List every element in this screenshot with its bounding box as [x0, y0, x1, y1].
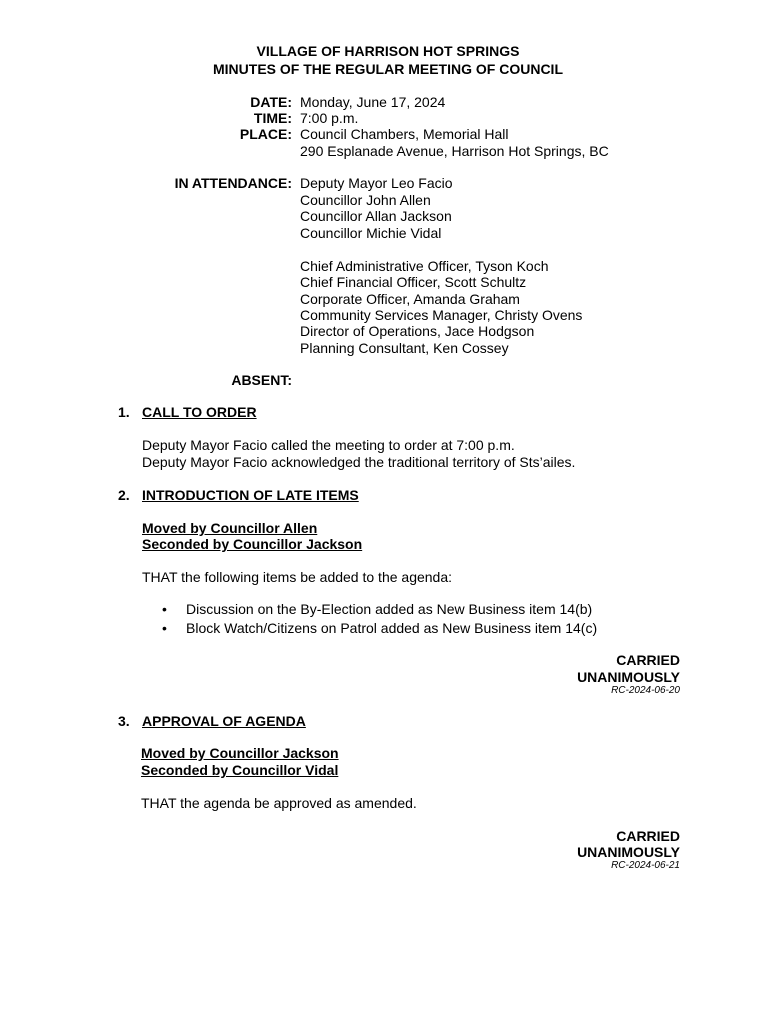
- section-title-late-items: INTRODUCTION OF LATE ITEMS: [142, 487, 359, 503]
- attendee: Councillor Michie Vidal: [300, 225, 442, 241]
- section-title-approval-of-agenda: APPROVAL OF AGENDA: [142, 713, 306, 729]
- motion-text: THAT the following items be added to the agenda:: [142, 569, 453, 585]
- staff-attendee: Chief Financial Officer, Scott Schultz: [300, 274, 527, 290]
- motion-result: CARRIED: [616, 828, 680, 844]
- attendee: Councillor John Allen: [300, 192, 431, 208]
- minutes-text: Deputy Mayor Facio called the meeting to order at 7:00 p.m.: [142, 437, 515, 453]
- motion-result-detail: UNANIMOUSLY: [577, 669, 680, 685]
- motion-result-detail: UNANIMOUSLY: [577, 844, 680, 860]
- attendance-label: IN ATTENDANCE:: [174, 175, 292, 191]
- document-subtitle: MINUTES OF THE REGULAR MEETING OF COUNCIL: [213, 61, 563, 77]
- motion-text: THAT the agenda be approved as amended.: [141, 795, 417, 811]
- place-value-line2: 290 Esplanade Avenue, Harrison Hot Springs, BC: [300, 143, 609, 159]
- section-number: 3.: [118, 713, 130, 729]
- motion-result: CARRIED: [616, 652, 680, 668]
- bullet-icon: •: [162, 620, 167, 636]
- seconded-by: Seconded by Councillor Vidal: [141, 762, 339, 778]
- place-label: PLACE:: [239, 126, 292, 142]
- section-number: 2.: [118, 487, 130, 503]
- resolution-number: RC-2024-06-21: [611, 860, 680, 871]
- moved-by: Moved by Councillor Allen: [142, 520, 318, 536]
- absent-label: ABSENT:: [231, 372, 292, 388]
- attendee: Deputy Mayor Leo Facio: [300, 175, 453, 191]
- section-number: 1.: [118, 404, 130, 420]
- bullet-item: Discussion on the By-Election added as New Business item 14(b): [186, 601, 593, 617]
- attendee: Councillor Allan Jackson: [300, 208, 452, 224]
- moved-by: Moved by Councillor Jackson: [141, 745, 339, 761]
- place-value-line1: Council Chambers, Memorial Hall: [300, 126, 509, 142]
- staff-attendee: Director of Operations, Jace Hodgson: [300, 323, 535, 339]
- staff-attendee: Community Services Manager, Christy Ovens: [300, 307, 583, 323]
- bullet-icon: •: [162, 601, 167, 617]
- seconded-by: Seconded by Councillor Jackson: [142, 536, 363, 552]
- date-label: DATE:: [250, 94, 292, 110]
- time-value: 7:00 p.m.: [300, 110, 359, 126]
- staff-attendee: Corporate Officer, Amanda Graham: [300, 291, 520, 307]
- minutes-text: Deputy Mayor Facio acknowledged the traditional territory of Sts’ailes.: [142, 454, 576, 470]
- staff-attendee: Chief Administrative Officer, Tyson Koch: [300, 258, 549, 274]
- resolution-number: RC-2024-06-20: [611, 685, 680, 696]
- bullet-item: Block Watch/Citizens on Patrol added as New Business item 14(c): [186, 620, 598, 636]
- staff-attendee: Planning Consultant, Ken Cossey: [300, 340, 509, 356]
- document-title: VILLAGE OF HARRISON HOT SPRINGS: [256, 43, 520, 59]
- date-value: Monday, June 17, 2024: [300, 94, 446, 110]
- time-label: TIME:: [253, 110, 292, 126]
- section-title-call-to-order: CALL TO ORDER: [142, 404, 257, 420]
